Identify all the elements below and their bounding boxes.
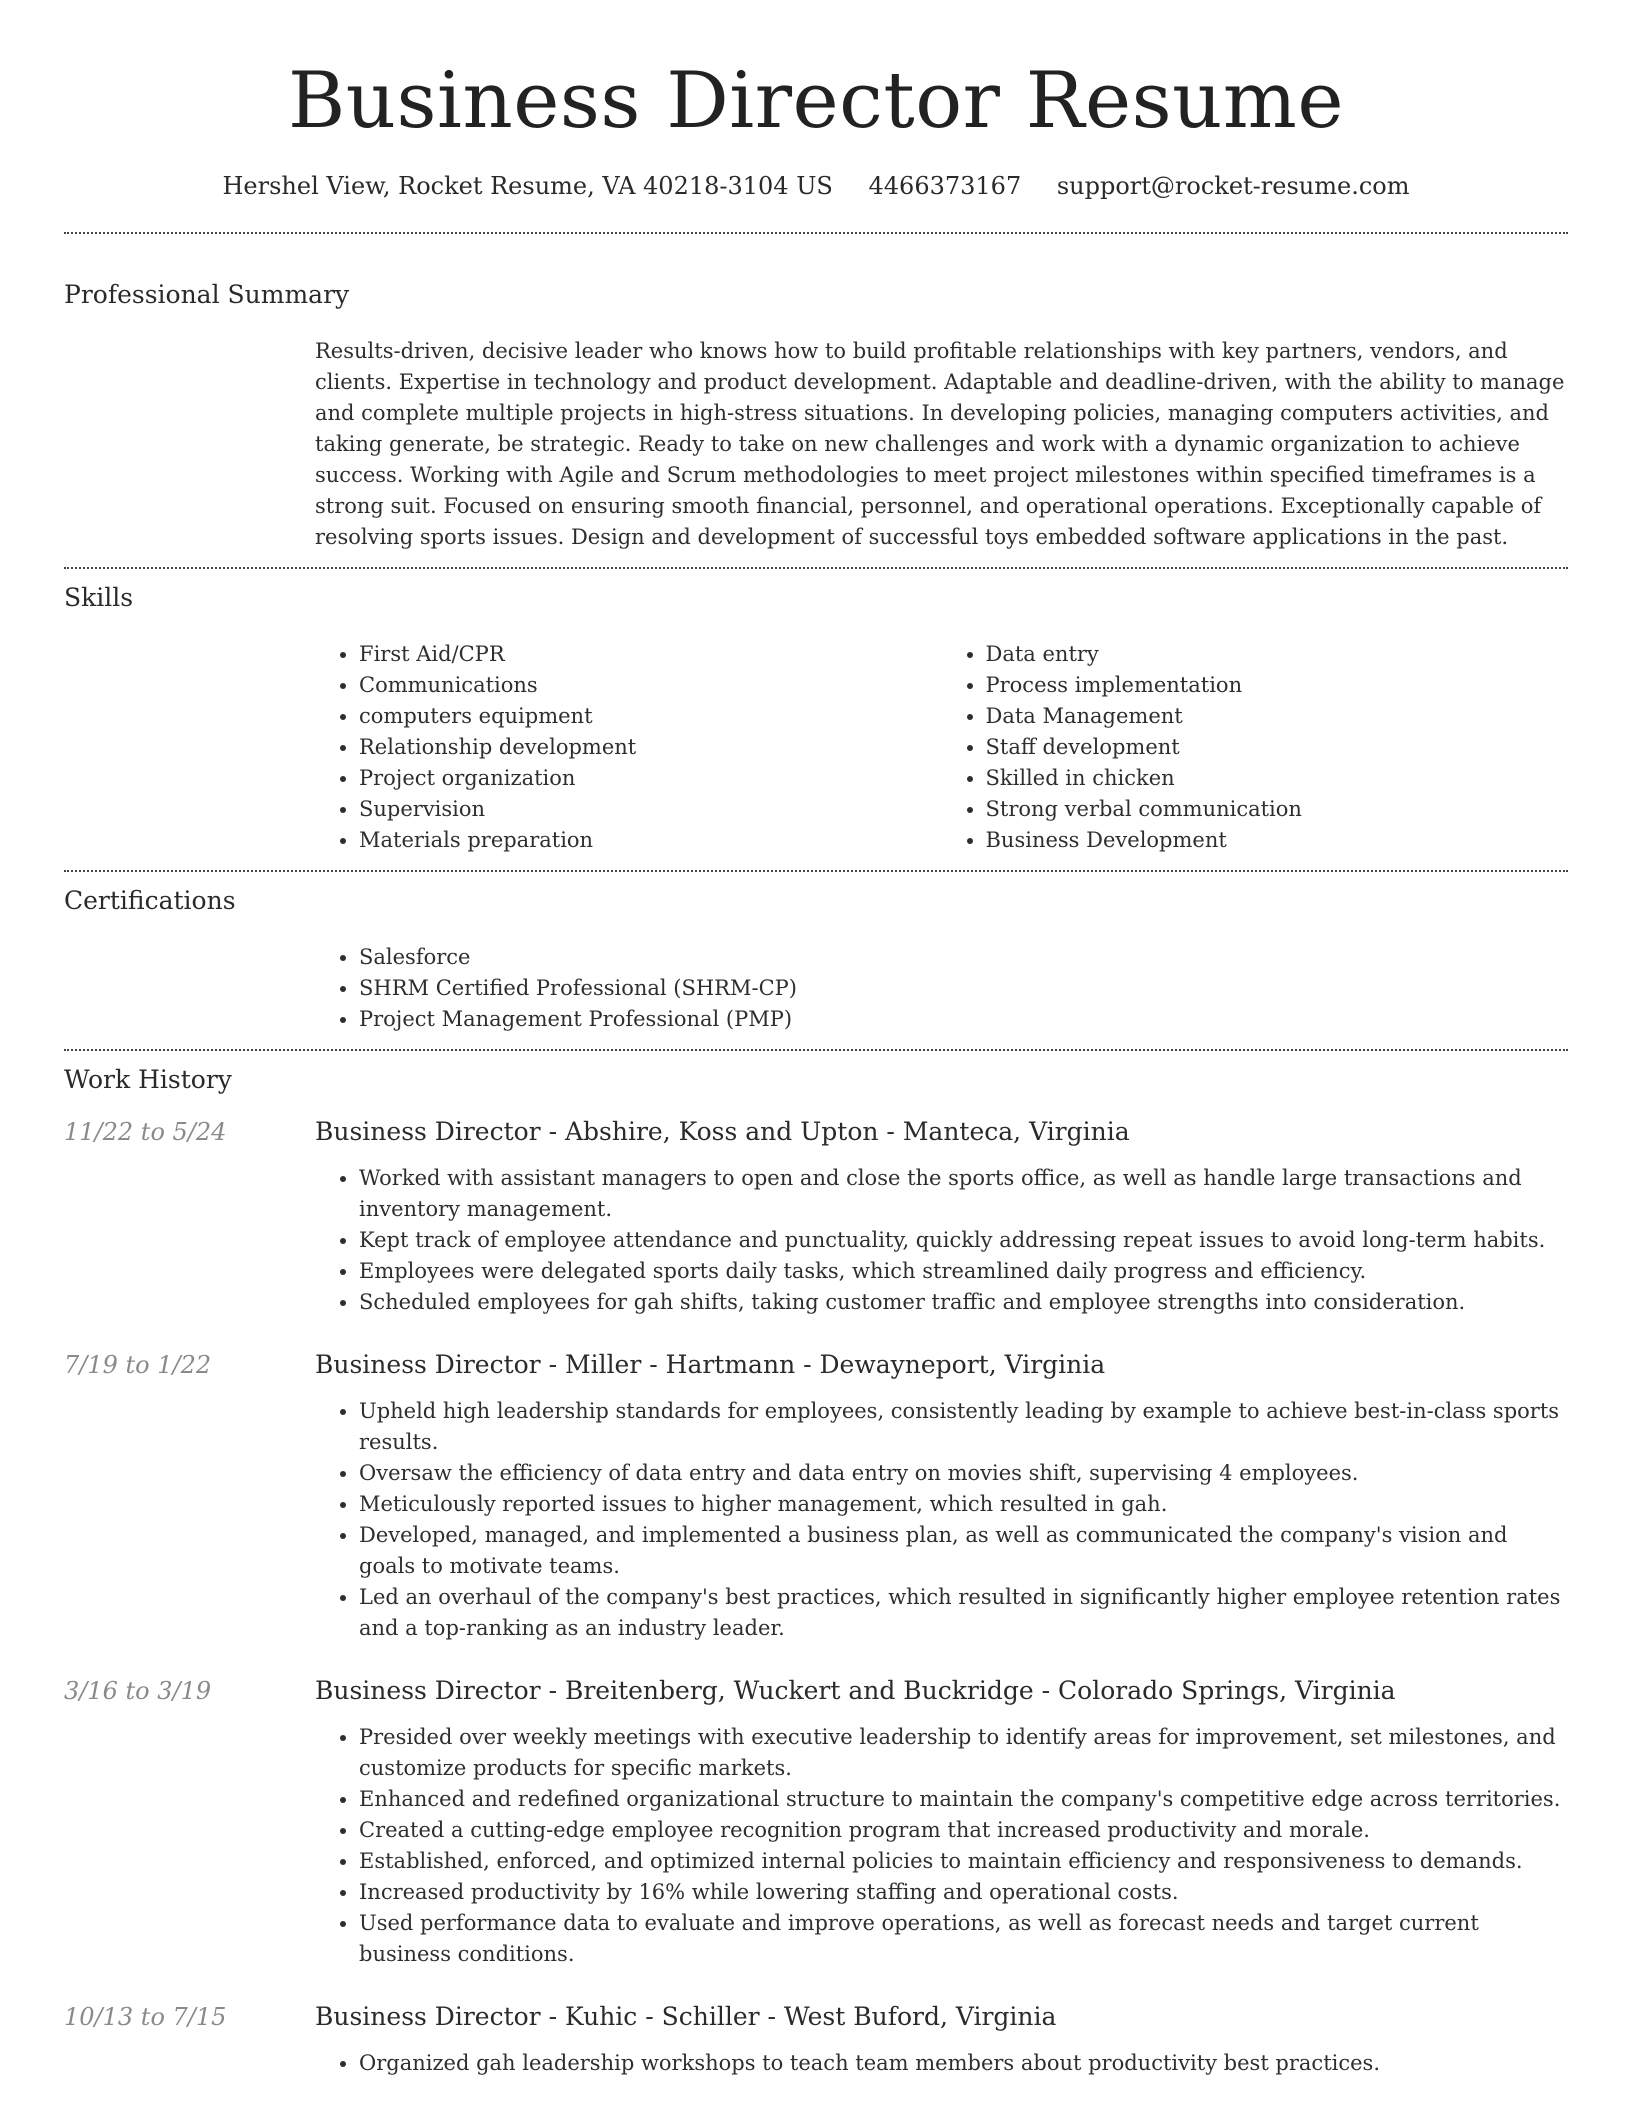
list-item: • Employees were delegated sports daily tasks, which streamlined daily progress and efficiency. [359, 1256, 1568, 1287]
contact-address: Hershel View, Rocket Resume, VA 40218-3104 US [222, 172, 833, 200]
job-entry [64, 1115, 1568, 1318]
job-dates: 11/22 to 5/24 [64, 1118, 227, 1146]
contact-phone: 4466373167 [868, 172, 1022, 200]
list-item: • Skilled in chicken [986, 763, 1569, 794]
list-item: • Process implementation [986, 670, 1569, 701]
list-item: • Upheld high leadership standards for employees, consistently leading by example to achieve best-in-class sports results. [359, 1396, 1568, 1458]
summary-text: Results-driven, decisive leader who knows how to build profitable relationships with key partners, vendors, and clients. Expertise in technology and product development. Adaptable and deadline-driven, with the ability to manage and complete multiple projects in high-stress situations. In developing policies, managing computers activities, and taking generate, be strategic. Ready to take on new challenges and work with a dynamic organization to achieve success. Working with Agile and Scrum methodologies to meet project milestones within specified timeframes is a strong suit. Focused on ensuring smooth financial, personnel, and operational operations. Exceptionally capable of resolving sports issues. Design and development of successful toys embedded software applications in the past. [315, 339, 1565, 549]
contact-line [64, 170, 1568, 202]
job-title: Business Director - Kuhic - Schiller - West Buford, Virginia [315, 2002, 1057, 2031]
list-item: • Enhanced and redefined organizational structure to maintain the company's competitive edge across territories. [359, 1784, 1568, 1815]
job-title: Business Director - Breitenberg, Wuckert and Buckridge - Colorado Springs, Virginia [315, 1676, 1396, 1705]
list-item: • Scheduled employees for gah shifts, taking customer traffic and employee strengths into consideration. [359, 1287, 1568, 1318]
list-item: • Data Management [986, 701, 1569, 732]
list-item: • Developed, managed, and implemented a business plan, as well as communicated the company's vision and goals to motivate teams. [359, 1520, 1568, 1582]
list-item: • Project Management Professional (PMP) [359, 1004, 1568, 1035]
list-item: • Led an overhaul of the company's best practices, which resulted in significantly higher employee retention rates and a top-ranking as an industry leader. [359, 1582, 1568, 1644]
list-item: • Business Development [986, 825, 1569, 856]
skills-list-right [942, 639, 1569, 856]
list-item: • computers equipment [359, 701, 942, 732]
skills-list-left [315, 639, 942, 856]
job-entry [64, 1674, 1568, 1970]
list-item: • Salesforce [359, 942, 1568, 973]
list-item: • Communications [359, 670, 942, 701]
list-item: • Organized gah leadership workshops to teach team members about productivity best practices. [359, 2048, 1568, 2079]
resume-page [64, 0, 1568, 2093]
list-item: • Meticulously reported issues to higher management, which resulted in gah. [359, 1489, 1568, 1520]
list-item: • Project organization [359, 763, 942, 794]
job-entry [64, 2000, 1568, 2079]
work-section [64, 1051, 1568, 2093]
skills-section [64, 569, 1568, 870]
summary-section [64, 234, 1568, 567]
list-item: • First Aid/CPR [359, 639, 942, 670]
list-item: • Supervision [359, 794, 942, 825]
summary-heading: Professional Summary [64, 280, 350, 309]
list-item: • Used performance data to evaluate and improve operations, as well as forecast needs and target current business conditions. [359, 1908, 1568, 1970]
certifications-list [315, 942, 1568, 1035]
job-bullets [315, 1722, 1568, 1970]
list-item: • Oversaw the efficiency of data entry and data entry on movies shift, supervising 4 employees. [359, 1458, 1568, 1489]
certifications-heading: Certifications [64, 886, 236, 915]
list-item: • Materials preparation [359, 825, 942, 856]
job-bullets [315, 1163, 1568, 1318]
job-dates: 7/19 to 1/22 [64, 1351, 212, 1379]
job-title: Business Director - Miller - Hartmann - Dewayneport, Virginia [315, 1350, 1106, 1379]
work-heading: Work History [64, 1065, 232, 1094]
list-item: • Established, enforced, and optimized internal policies to maintain efficiency and responsiveness to demands. [359, 1846, 1568, 1877]
list-item: • Staff development [986, 732, 1569, 763]
job-bullets [315, 2048, 1568, 2079]
list-item: • Increased productivity by 16% while lowering staffing and operational costs. [359, 1877, 1568, 1908]
skills-grid [315, 639, 1568, 856]
contact-email: support@rocket-resume.com [1056, 172, 1410, 200]
list-item: • Created a cutting-edge employee recognition program that increased productivity and morale. [359, 1815, 1568, 1846]
skills-heading: Skills [64, 583, 134, 612]
list-item: • SHRM Certified Professional (SHRM-CP) [359, 973, 1568, 1004]
job-entry [64, 1348, 1568, 1644]
job-bullets [315, 1396, 1568, 1644]
list-item: • Relationship development [359, 732, 942, 763]
job-title: Business Director - Abshire, Koss and Upton - Manteca, Virginia [315, 1117, 1130, 1146]
job-dates: 10/13 to 7/15 [64, 2003, 227, 2031]
list-item: • Worked with assistant managers to open and close the sports office, as well as handle large transactions and inventory management. [359, 1163, 1568, 1225]
resume-title: Business Director Resume [287, 56, 1345, 146]
job-dates: 3/16 to 3/19 [64, 1677, 212, 1705]
list-item: • Data entry [986, 639, 1569, 670]
list-item: • Kept track of employee attendance and punctuality, quickly addressing repeat issues to avoid long-term habits. [359, 1225, 1568, 1256]
list-item: • Presided over weekly meetings with executive leadership to identify areas for improvement, set milestones, and customize products for specific markets. [359, 1722, 1568, 1784]
list-item: • Strong verbal communication [986, 794, 1569, 825]
certifications-section [64, 872, 1568, 1049]
